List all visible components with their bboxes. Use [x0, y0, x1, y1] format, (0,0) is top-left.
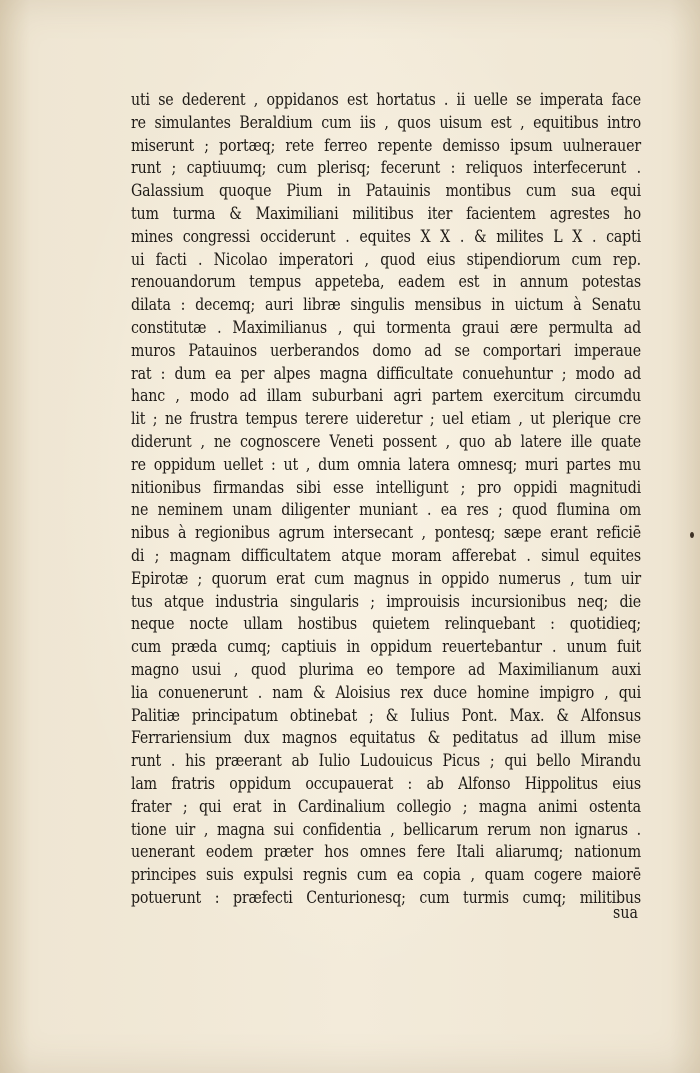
text-line: uti se dederent , oppidanos est hortatus . ii uelle se imperata face: [131, 90, 641, 109]
text-line: re oppidum uellet : ut , dum omnia latera omnesq; muri partes mu: [131, 454, 641, 474]
text-line: potuerunt : præfecti Centurionesq; cum turmis cumq; militibus: [131, 887, 641, 907]
catchword: sua: [613, 903, 638, 922]
text-line: lia conuenerunt . nam & Aloisius rex duce homine impigro , qui: [131, 682, 641, 702]
text-line: mines congressi occiderunt . equites X X . & milites L X . capti: [131, 226, 641, 246]
text-line: runt . his præerant ab Iulio Ludouicus Picus ; qui bello Mirandu: [131, 751, 641, 771]
body-text: [131, 89, 641, 910]
text-line: cum præda cumq; captiuis in oppidum reuertebantur . unum fuit: [131, 637, 641, 657]
text-line: magno usui , quod plurima eo tempore ad Maximilianum auxi: [131, 659, 641, 679]
text-line: nibus à regionibus agrum intersecant , pontesq; sæpe erant reficiē: [131, 523, 641, 543]
text-line: constitutæ . Maximilianus , qui tormenta graui ære permulta ad: [131, 317, 641, 337]
text-line: lam fratris oppidum occupauerat : ab Alfonso Hippolitus eius: [131, 773, 641, 793]
text-line: frater ; qui erat in Cardinalium collegio ; magna animi ostenta: [131, 796, 641, 816]
text-line: Galassium quoque Pium in Patauinis montibus cum sua equi: [131, 181, 641, 201]
text-line: principes suis expulsi regnis cum ea copia , quam cogere maiorē: [131, 865, 641, 885]
text-line: hanc , modo ad illam suburbani agri partem exercitum circumdu: [131, 386, 641, 406]
text-line: lit ; ne frustra tempus terere uideretur ; uel etiam , ut plerique cre: [131, 409, 641, 429]
text-line: runt ; captiuumq; cum plerisq; fecerunt : reliquos interfecerunt .: [131, 158, 641, 178]
text-line: rat : dum ea per alpes magna difficultate conuehuntur ; modo ad: [131, 363, 641, 383]
text-line: nitionibus firmandas sibi esse intelligunt ; pro oppidi magnitudi: [131, 477, 641, 497]
text-line: diderunt , ne cognoscere Veneti possent , quo ab latere ille quate: [131, 431, 641, 451]
text-line: Epirotæ ; quorum erat cum magnus in oppido numerus , tum uir: [131, 568, 641, 588]
text-line: uenerant eodem præter hos omnes fere Itali aliarumq; nationum: [131, 842, 641, 862]
text-line: tum turma & Maximiliani militibus iter facientem agrestes ho: [131, 203, 641, 223]
text-line: Ferrariensium dux magnos equitatus & peditatus ad illum mise: [131, 728, 641, 748]
text-line: tus atque industria singularis ; improuisis incursionibus neq; die: [131, 591, 641, 611]
text-line: renouandorum tempus appeteba, eadem est in annum potestas: [131, 272, 641, 292]
text-line: dilata : decemq; auri libræ singulis mensibus in uictum à Senatu: [131, 295, 641, 315]
text-line: miserunt ; portæq; rete ferreo repente demisso ipsum uulnerauer: [131, 135, 641, 155]
ink-spot: [690, 532, 694, 538]
text-line: di ; magnam difficultatem atque moram afferebat . simul equites: [131, 545, 641, 565]
text-line: neque nocte ullam hostibus quietem relinquebant : quotidieq;: [131, 614, 641, 634]
text-line: Palitiæ principatum obtinebat ; & Iulius Pont. Max. & Alfonsus: [131, 705, 641, 725]
text-line: re simulantes Beraldium cum iis , quos uisum est , equitibus intro: [131, 112, 641, 132]
text-line: ne neminem unam diligenter muniant . ea res ; quod flumina om: [131, 500, 641, 520]
text-line: muros Patauinos uerberandos domo ad se comportari imperaue: [131, 340, 641, 360]
text-line: tione uir , magna sui confidentia , bellicarum rerum non ignarus .: [131, 819, 641, 839]
text-line: ui facti . Nicolao imperatori , quod eius stipendiorum cum rep.: [131, 249, 641, 269]
